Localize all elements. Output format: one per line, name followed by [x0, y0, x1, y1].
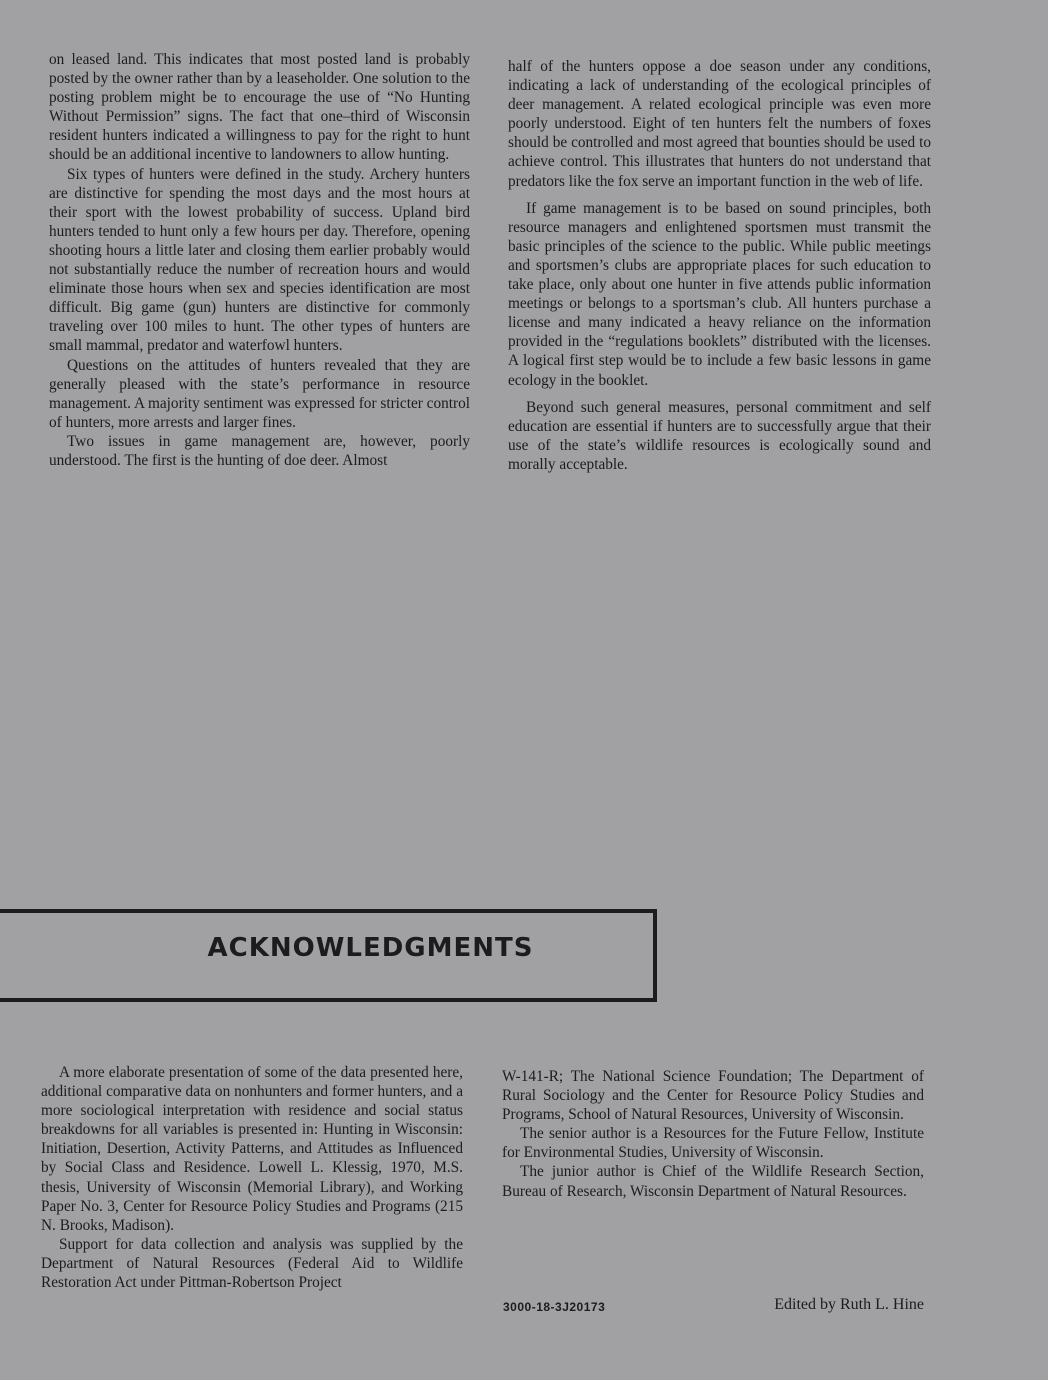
- paragraph-attitudes: Questions on the attitudes of hunters revealed that they are generally pleased with the state’s performance in resource management. A majority sentiment was expressed for stricter control of hunters, more arrests and larger fines.: [49, 356, 470, 431]
- paragraph-posted-land: on leased land. This indicates that most posted land is probably posted by the owner rather than by a leaseholder. One solution to the posting problem might be to encourage the use of “No Hunting Without Permission” signs. The fact that one–third of Wisconsin resident hunters indicated a willingness to pay for the right to hunt should be an additional incentive to landowners to allow hunting.: [49, 51, 470, 164]
- top-right-column: [508, 57, 931, 474]
- paragraph-commitment: Beyond such general measures, personal commitment and self education are essential if hunters are to successfully argue that their use of the state’s wildlife resources is ecologically sound and morally acceptable.: [508, 398, 931, 473]
- paragraph-senior-author: The senior author is a Resources for the Future Fellow, Institute for Environmental Studies, University of Wisconsin.: [502, 1125, 924, 1162]
- publication-code: 3000-18-3J20173: [503, 1300, 606, 1314]
- paragraph-hunter-types: Six types of hunters were defined in the study. Archery hunters are distinctive for spending the most days and the most hours at their sport with the lowest probability of success. Upland bird hunters tended to hunt only a few hours per day. Therefore, opening shooting hours a little later and closing them earlier probably would not substantially reduce the number of recreation hours and would eliminate those hours when sex and species identification are most difficult. Big game (gun) hunters are distinctive for commonly traveling over 100 miles to hunt. The other types of hunters are small mammal, predator and waterfowl hunters.: [49, 165, 470, 355]
- paragraph-project-sponsors: W-141-R; The National Science Foundation; The Department of Rural Sociology and the Center for Resource Policy Studies and Programs, School of Natural Resources, University of Wisconsin.: [502, 1068, 924, 1124]
- top-left-column: [49, 50, 470, 470]
- paragraph-issues: Two issues in game management are, however, poorly understood. The first is the hunting of doe deer. Almost: [49, 432, 470, 469]
- paragraph-further-presentation: A more elaborate presentation of some of the data presented here, additional comparative data on nonhunters and former hunters, and a more sociological interpretation with residence and social status breakdowns for all variables is presented in: Hunting in Wisconsin: Initiation, Desertion, Activity Patterns, and Attitudes as Influenced by Social Class and Residence. Lowell L. Klessig, 1970, M.S. thesis, University of Wisconsin (Memorial Library), and Working Paper No. 3, Center for Resource Policy Studies and Programs (215 N. Brooks, Madison).: [41, 1064, 463, 1234]
- acknowledgments-banner: [0, 909, 657, 1002]
- paragraph-junior-author: The junior author is Chief of the Wildlife Research Section, Bureau of Research, Wisconsin Department of Natural Resources.: [502, 1163, 924, 1200]
- acknowledgments-heading: ACKNOWLEDGMENTS: [207, 933, 534, 963]
- bottom-left-column: [41, 1063, 463, 1292]
- bottom-right-column: [502, 1067, 924, 1201]
- paragraph-education: If game management is to be based on sound principles, both resource managers and enlightened sportsmen must transmit the basic principles of the science to the public. While public meetings and sportsmen’s clubs are appropriate places for such education to take place, only about one hunter in five attends public information meetings or belongs to a sportsman’s club. All hunters purchase a license and many indicated a heavy reliance on the information provided in the “regulations booklets” distributed with the licenses. A logical first step would be to include a few basic lessons in game ecology in the booklet.: [508, 199, 931, 389]
- paragraph-support: Support for data collection and analysis was supplied by the Department of Natural Resources (Federal Aid to Wildlife Restoration Act under Pittman-Robertson Project: [41, 1235, 463, 1292]
- editor-credit: Edited by Ruth L. Hine: [774, 1296, 924, 1313]
- paragraph-doe-season: half of the hunters oppose a doe season under any conditions, indicating a lack of understanding of the ecological principles of deer management. A related ecological principle was even more poorly understood. Eight of ten hunters felt the numbers of foxes should be controlled and most agreed that bounties should be used to achieve control. This illustrates that hunters do not understand that predators like the fox serve an important function in the web of life.: [508, 58, 931, 190]
